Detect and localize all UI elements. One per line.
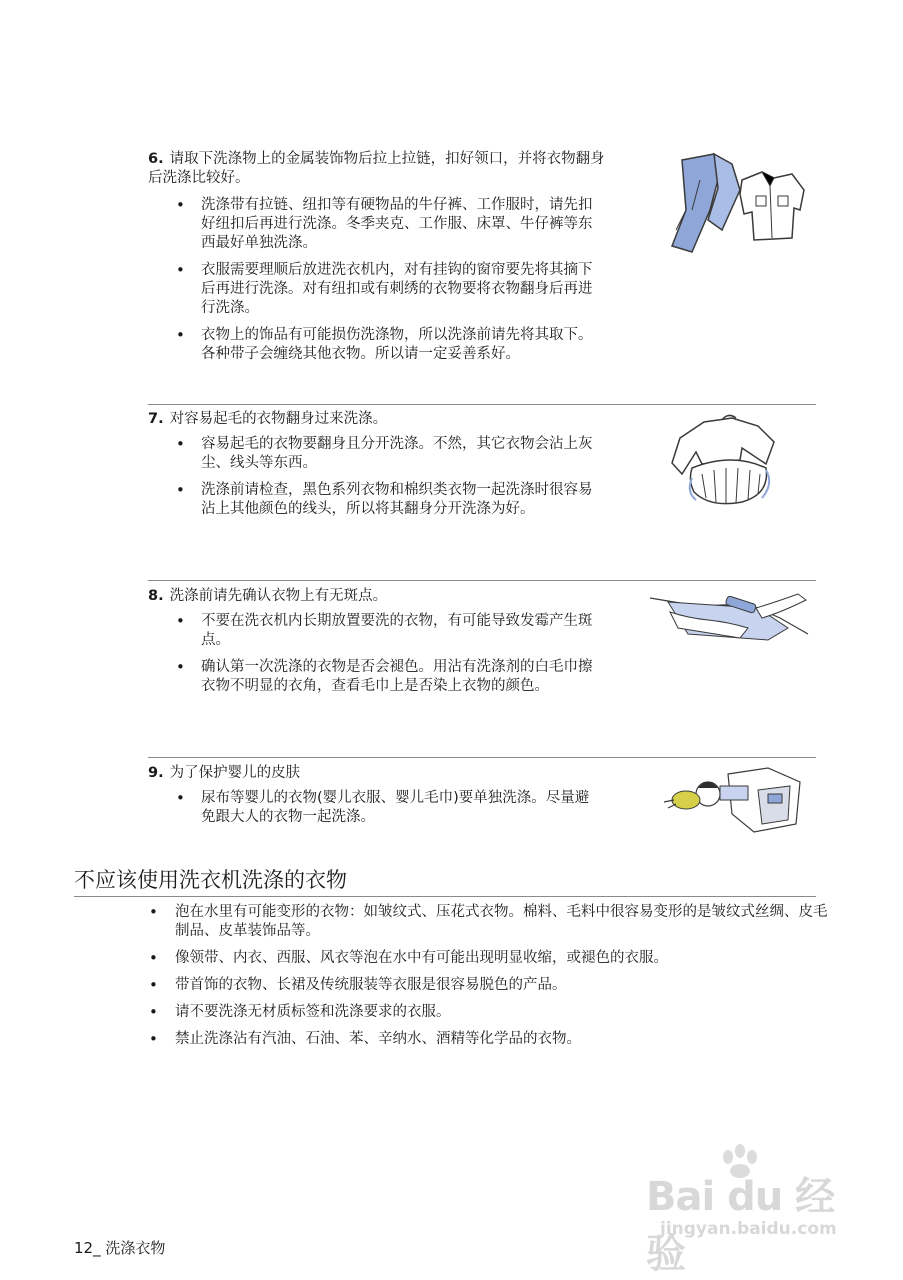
list-item: • 确认第一次洗涤的衣物是否会褪色。用沾有洗涤剂的白毛巾擦衣物不明显的衣角，查看毛巾上是否染上衣物的颜色。 [175, 658, 595, 696]
list-item: • 洗涤带有拉链、纽扣等有硬物品的牛仔裤、工作服时，请先扣好纽扣后再进行洗涤。冬季夹克、工作服、床罩、牛仔裤等东西最好单独洗涤。 [175, 196, 595, 253]
item-8-number: 8. [148, 588, 164, 604]
list-item: • 禁止洗涤沾有汽油、石油、苯、辛纳水、酒精等化学品的衣物。 [148, 1030, 828, 1049]
item-9-bullets [175, 789, 595, 835]
item-8-bullets [175, 612, 595, 704]
item-8-title: 洗涤前请先确认衣物上有无斑点。 [169, 588, 388, 604]
watermark-logo: Bai du 经验 [646, 1174, 835, 1277]
list-item: • 像领带、内衣、西服、风衣等泡在水中有可能出现明显收缩，或褪色的衣服。 [148, 949, 828, 968]
baby-clothes-icon [658, 764, 808, 836]
item-9-title: 为了保护婴儿的皮肤 [169, 765, 301, 781]
jeans-and-shirt-icon [662, 150, 812, 260]
divider [148, 404, 816, 405]
page-footer: 12_ 洗涤衣物 [74, 1239, 166, 1257]
watermark-url: jingyan.baidu.com [660, 1219, 837, 1239]
list-item: • 带首饰的衣物、长裙及传统服装等衣服是很容易脱色的产品。 [148, 976, 828, 995]
divider [148, 757, 816, 758]
baidu-watermark [638, 1143, 858, 1277]
item-7-number: 7. [148, 411, 164, 427]
list-item: • 尿布等婴儿的衣物(婴儿衣服、婴儿毛巾)要单独洗涤。尽量避免跟大人的衣物一起洗涤。 [175, 789, 595, 827]
list-item: • 衣服需要理顺后放进洗衣机内，对有挂钩的窗帘要先将其摘下后再进行洗涤。对有纽扣或有刺绣的衣物要将衣物翻身后再进行洗涤。 [175, 261, 595, 318]
brush-cleaning-icon [648, 588, 813, 650]
section2-bullets [148, 903, 828, 1057]
item-6-title: 请取下洗涤物上的金属装饰物后拉上拉链，扣好领口，并将衣物翻身后洗涤比较好。 [148, 151, 605, 186]
item-7-title: 对容易起毛的衣物翻身过来洗涤。 [169, 411, 388, 427]
list-item: • 请不要洗涤无材质标签和洗涤要求的衣服。 [148, 1003, 828, 1022]
item-7-heading [148, 410, 608, 429]
item-9-heading [148, 764, 608, 783]
list-item: • 不要在洗衣机内长期放置要洗的衣物，有可能导致发霉产生斑点。 [175, 612, 595, 650]
list-item: • 容易起毛的衣物要翻身且分开洗涤。不然，其它衣物会沾上灰尘、线头等东西。 [175, 435, 595, 473]
section-heading: 不应该使用洗衣机洗涤的衣物 [74, 866, 816, 897]
list-item: • 衣物上的饰品有可能损伤洗涤物，所以洗涤前请先将其取下。各种带子会缠绕其他衣物。所以请一定妥善系好。 [175, 326, 595, 364]
sweater-icon [662, 408, 782, 513]
item-6-number: 6. [148, 151, 164, 167]
list-item: • 洗涤前请检查，黑色系列衣物和棉织类衣物一起洗涤时很容易沾上其他颜色的线头，所以将其翻身分开洗涤为好。 [175, 481, 595, 519]
item-6-heading [148, 150, 608, 188]
item-7-bullets [175, 435, 595, 527]
list-item: • 泡在水里有可能变形的衣物：如皱纹式、压花式衣物。棉料、毛料中很容易变形的是皱纹式丝绸、皮毛制品、皮革装饰品等。 [148, 903, 828, 941]
divider [148, 580, 816, 581]
item-9-number: 9. [148, 765, 164, 781]
item-6-bullets [175, 196, 595, 372]
item-8-heading [148, 587, 608, 606]
